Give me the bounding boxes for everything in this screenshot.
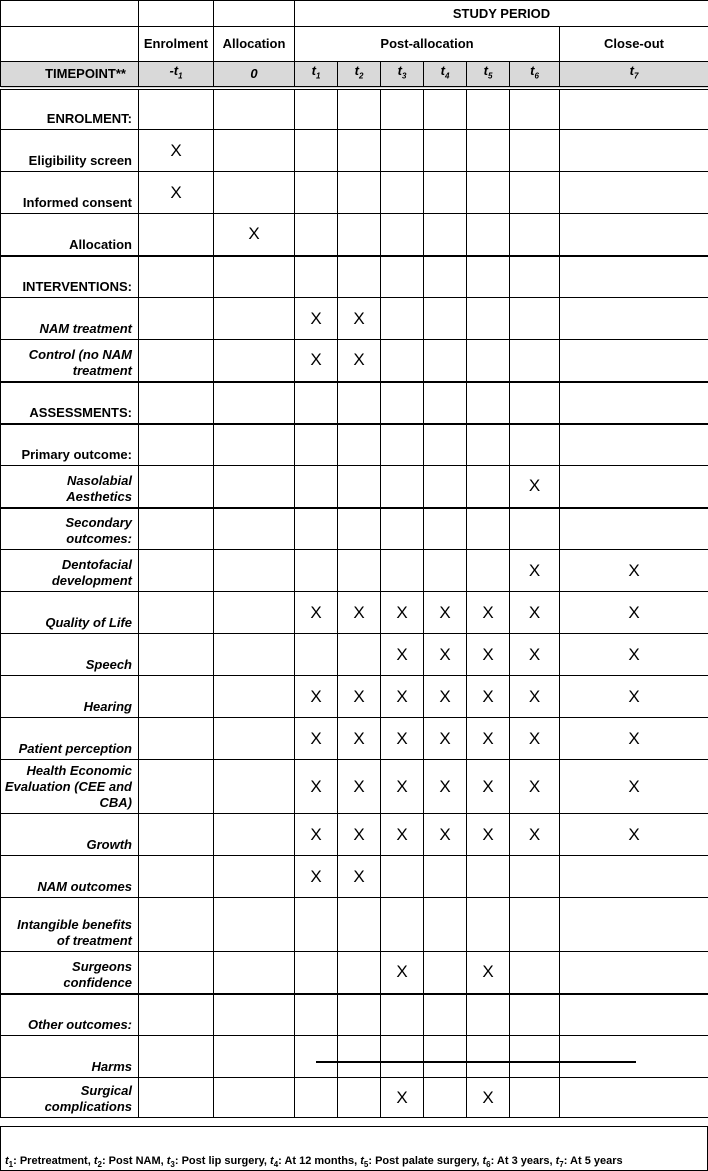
timepoint-cell: $t_1$ xyxy=(295,62,338,88)
row-label: INTERVENTIONS: xyxy=(1,256,139,298)
schedule-cell xyxy=(381,1036,424,1078)
schedule-cell xyxy=(467,340,510,382)
schedule-mark: X xyxy=(295,592,338,634)
schedule-cell xyxy=(214,814,295,856)
schedule-mark: X xyxy=(467,634,510,676)
schedule-mark: X xyxy=(381,592,424,634)
table-row xyxy=(1,466,708,508)
schedule-cell xyxy=(338,130,381,172)
row-label: Health Economic Evaluation (CEE and CBA) xyxy=(1,760,139,814)
schedule-mark: X xyxy=(510,814,560,856)
schedule-cell xyxy=(338,1036,381,1078)
schedule-cell xyxy=(338,88,381,130)
schedule-mark: X xyxy=(295,856,338,898)
schedule-cell xyxy=(424,952,467,994)
schedule-cell xyxy=(139,382,214,424)
schedule-cell xyxy=(338,994,381,1036)
schedule-mark: X xyxy=(338,298,381,340)
schedule-mark: X xyxy=(467,814,510,856)
table-row xyxy=(1,172,708,214)
schedule-cell xyxy=(295,1036,338,1078)
schedule-mark: X xyxy=(467,718,510,760)
schedule-cell xyxy=(560,898,708,952)
table-row xyxy=(1,814,708,856)
schedule-cell xyxy=(214,994,295,1036)
schedule-mark: X xyxy=(381,952,424,994)
harms-line xyxy=(316,1061,636,1063)
schedule-mark: X xyxy=(560,676,708,718)
schedule-mark: X xyxy=(338,760,381,814)
schedule-cell xyxy=(214,382,295,424)
schedule-cell xyxy=(214,1036,295,1078)
timepoint-legend-text: $t_1$: Pretreatment, $t_2$: Post NAM, $t_3$: Post lip surgery, $t_4$: At 12 months, $t_5$: Post palate surgery, $t_6$: At 3 years, $t_7$: At 5 years xyxy=(5,1155,623,1169)
schedule-cell xyxy=(560,466,708,508)
header-blank xyxy=(214,1,295,27)
schedule-cell xyxy=(381,88,424,130)
row-label: Surgeons confidence xyxy=(1,952,139,994)
table-row xyxy=(1,382,708,424)
schedule-cell xyxy=(510,340,560,382)
schedule-cell xyxy=(139,214,214,256)
schedule-cell xyxy=(139,634,214,676)
row-label: Speech xyxy=(1,634,139,676)
row-label: Dentofacial development xyxy=(1,550,139,592)
schedule-cell xyxy=(424,424,467,466)
schedule-cell xyxy=(560,214,708,256)
schedule-cell xyxy=(139,508,214,550)
schedule-cell xyxy=(214,634,295,676)
schedule-cell xyxy=(214,856,295,898)
schedule-cell xyxy=(295,508,338,550)
schedule-cell xyxy=(139,88,214,130)
schedule-cell xyxy=(381,424,424,466)
schedule-mark: X xyxy=(560,550,708,592)
schedule-mark: X xyxy=(424,814,467,856)
schedule-cell xyxy=(214,172,295,214)
schedule-cell xyxy=(338,508,381,550)
table-row xyxy=(1,1036,708,1078)
schedule-mark: X xyxy=(139,130,214,172)
schedule-cell xyxy=(424,1078,467,1118)
schedule-cell xyxy=(467,382,510,424)
schedule-mark: X xyxy=(467,676,510,718)
timepoint-cell: $t_7$ xyxy=(560,62,708,88)
schedule-cell xyxy=(510,994,560,1036)
schedule-cell xyxy=(214,718,295,760)
schedule-mark: X xyxy=(560,592,708,634)
schedule-cell xyxy=(560,994,708,1036)
schedule-cell xyxy=(560,952,708,994)
schedule-cell xyxy=(214,256,295,298)
schedule-cell xyxy=(295,634,338,676)
table-row xyxy=(1,1078,708,1118)
row-label: Patient perception xyxy=(1,718,139,760)
schedule-cell xyxy=(424,298,467,340)
schedule-cell xyxy=(467,898,510,952)
schedule-cell xyxy=(295,424,338,466)
study-period-header: STUDY PERIOD xyxy=(295,1,708,27)
schedule-cell xyxy=(467,550,510,592)
schedule-cell xyxy=(295,382,338,424)
schedule-cell xyxy=(139,340,214,382)
schedule-cell xyxy=(139,814,214,856)
schedule-cell xyxy=(381,340,424,382)
schedule-cell xyxy=(510,256,560,298)
schedule-cell xyxy=(295,994,338,1036)
schedule-cell xyxy=(381,994,424,1036)
schedule-cell xyxy=(338,172,381,214)
schedule-cell xyxy=(467,130,510,172)
schedule-mark: X xyxy=(467,760,510,814)
schedule-cell xyxy=(424,382,467,424)
schedule-mark: X xyxy=(510,634,560,676)
schedule-cell xyxy=(295,550,338,592)
schedule-cell xyxy=(424,994,467,1036)
schedule-cell xyxy=(214,676,295,718)
row-label: Intangible benefits of treatment xyxy=(1,898,139,952)
schedule-cell xyxy=(381,856,424,898)
schedule-mark: X xyxy=(467,592,510,634)
row-label: Surgical complications xyxy=(1,1078,139,1118)
enrolment-header: Enrolment xyxy=(139,27,214,62)
schedule-cell xyxy=(467,424,510,466)
schedule-cell xyxy=(424,88,467,130)
schedule-mark: X xyxy=(295,814,338,856)
schedule-cell xyxy=(510,88,560,130)
timepoint-cell: $-t_1$ xyxy=(139,62,214,88)
schedule-cell xyxy=(424,1036,467,1078)
schedule-cell xyxy=(338,214,381,256)
schedule-cell xyxy=(510,856,560,898)
schedule-mark: X xyxy=(510,718,560,760)
schedule-cell xyxy=(139,898,214,952)
schedule-cell xyxy=(510,1078,560,1118)
table-row xyxy=(1,760,708,814)
row-label: Hearing xyxy=(1,676,139,718)
schedule-cell xyxy=(510,508,560,550)
table-row xyxy=(1,994,708,1036)
schedule-cell xyxy=(560,1078,708,1118)
schedule-mark: X xyxy=(338,676,381,718)
schedule-cell xyxy=(510,898,560,952)
schedule-cell xyxy=(467,88,510,130)
schedule-cell xyxy=(139,1036,214,1078)
schedule-cell xyxy=(560,1036,708,1078)
schedule-cell xyxy=(338,1078,381,1118)
schedule-cell xyxy=(467,856,510,898)
row-label: Primary outcome: xyxy=(1,424,139,466)
schedule-mark: X xyxy=(381,760,424,814)
table-row xyxy=(1,856,708,898)
schedule-mark: X xyxy=(338,718,381,760)
schedule-cell xyxy=(214,88,295,130)
schedule-cell xyxy=(338,952,381,994)
schedule-cell xyxy=(560,382,708,424)
row-label: ENROLMENT: xyxy=(1,88,139,130)
schedule-cell xyxy=(139,256,214,298)
schedule-cell xyxy=(560,340,708,382)
row-label: Growth xyxy=(1,814,139,856)
schedule-cell xyxy=(560,256,708,298)
schedule-cell xyxy=(381,508,424,550)
schedule-cell xyxy=(424,340,467,382)
schedule-cell xyxy=(467,214,510,256)
schedule-cell xyxy=(381,466,424,508)
schedule-cell xyxy=(139,592,214,634)
row-label: NAM treatment xyxy=(1,298,139,340)
schedule-mark: X xyxy=(295,718,338,760)
allocation-header: Allocation xyxy=(214,27,295,62)
schedule-mark: X xyxy=(510,550,560,592)
table-row xyxy=(1,508,708,550)
schedule-cell xyxy=(214,466,295,508)
schedule-cell xyxy=(139,1078,214,1118)
schedule-mark: X xyxy=(424,592,467,634)
schedule-cell xyxy=(338,634,381,676)
row-label: ASSESSMENTS: xyxy=(1,382,139,424)
timepoint-cell: $t_3$ xyxy=(381,62,424,88)
schedule-cell xyxy=(467,466,510,508)
schedule-cell xyxy=(381,550,424,592)
schedule-cell xyxy=(139,550,214,592)
schedule-cell xyxy=(424,508,467,550)
row-label: Eligibility screen xyxy=(1,130,139,172)
table-row xyxy=(1,256,708,298)
schedule-cell xyxy=(381,172,424,214)
schedule-cell xyxy=(295,130,338,172)
timepoint-cell: $t_6$ xyxy=(510,62,560,88)
schedule-mark: X xyxy=(560,634,708,676)
row-label: Control (no NAM treatment xyxy=(1,340,139,382)
schedule-cell xyxy=(467,256,510,298)
schedule-mark: X xyxy=(295,760,338,814)
schedule-cell xyxy=(139,466,214,508)
schedule-mark: X xyxy=(381,814,424,856)
schedule-cell xyxy=(338,382,381,424)
table-row xyxy=(1,130,708,172)
schedule-cell xyxy=(295,88,338,130)
schedule-cell xyxy=(510,130,560,172)
schedule-cell xyxy=(560,130,708,172)
timepoint-label: TIMEPOINT** xyxy=(1,62,139,88)
schedule-mark: X xyxy=(467,1078,510,1118)
schedule-mark: X xyxy=(381,1078,424,1118)
schedule-cell xyxy=(510,424,560,466)
schedule-cell xyxy=(214,340,295,382)
schedule-cell xyxy=(295,256,338,298)
schedule-mark: X xyxy=(139,172,214,214)
schedule-mark: X xyxy=(295,340,338,382)
table-row xyxy=(1,550,708,592)
table-row xyxy=(1,952,708,994)
schedule-mark: X xyxy=(467,952,510,994)
schedule-mark: X xyxy=(510,760,560,814)
schedule-cell xyxy=(139,424,214,466)
schedule-mark: X xyxy=(338,592,381,634)
schedule-mark: X xyxy=(424,634,467,676)
schedule-cell xyxy=(424,898,467,952)
schedule-cell xyxy=(338,466,381,508)
schedule-cell xyxy=(214,130,295,172)
schedule-cell xyxy=(214,508,295,550)
schedule-cell xyxy=(139,856,214,898)
schedule-cell xyxy=(139,676,214,718)
close-out-header: Close-out xyxy=(560,27,708,62)
table-row xyxy=(1,898,708,952)
schedule-cell xyxy=(295,952,338,994)
row-label: NAM outcomes xyxy=(1,856,139,898)
schedule-cell xyxy=(424,130,467,172)
schedule-cell xyxy=(510,298,560,340)
schedule-mark: X xyxy=(338,814,381,856)
row-label: Secondary outcomes: xyxy=(1,508,139,550)
schedule-mark: X xyxy=(510,592,560,634)
table-row xyxy=(1,718,708,760)
row-label: Nasolabial Aesthetics xyxy=(1,466,139,508)
schedule-cell xyxy=(510,172,560,214)
schedule-cell xyxy=(381,214,424,256)
schedule-cell xyxy=(139,994,214,1036)
schedule-cell xyxy=(467,172,510,214)
schedule-cell xyxy=(381,298,424,340)
schedule-cell xyxy=(295,214,338,256)
schedule-mark: X xyxy=(424,718,467,760)
row-label: Quality of Life xyxy=(1,592,139,634)
post-allocation-header: Post-allocation xyxy=(295,27,560,62)
timepoint-cell: $t_5$ xyxy=(467,62,510,88)
schedule-cell xyxy=(295,1078,338,1118)
schedule-mark: X xyxy=(510,676,560,718)
schedule-cell xyxy=(338,424,381,466)
schedule-cell xyxy=(560,856,708,898)
schedule-cell xyxy=(424,550,467,592)
row-label: Informed consent xyxy=(1,172,139,214)
table-row xyxy=(1,340,708,382)
schedule-cell xyxy=(560,172,708,214)
schedule-cell xyxy=(467,298,510,340)
schedule-mark: X xyxy=(560,718,708,760)
header-blank xyxy=(1,27,139,62)
schedule-cell xyxy=(214,298,295,340)
schedule-mark: X xyxy=(295,676,338,718)
schedule-cell xyxy=(214,550,295,592)
schedule-cell xyxy=(424,856,467,898)
schedule-cell xyxy=(424,172,467,214)
table-row xyxy=(1,214,708,256)
schedule-cell xyxy=(381,256,424,298)
schedule-cell xyxy=(381,898,424,952)
schedule-cell xyxy=(560,88,708,130)
schedule-cell xyxy=(214,424,295,466)
schedule-cell xyxy=(295,898,338,952)
timepoint-cell: 0 xyxy=(214,62,295,88)
timepoint-cell: $t_4$ xyxy=(424,62,467,88)
schedule-cell xyxy=(424,256,467,298)
schedule-cell xyxy=(139,952,214,994)
schedule-cell xyxy=(214,760,295,814)
table-row xyxy=(1,676,708,718)
schedule-cell xyxy=(467,1036,510,1078)
schedule-mark: X xyxy=(560,814,708,856)
schedule-cell xyxy=(214,898,295,952)
row-label: Other outcomes: xyxy=(1,994,139,1036)
schedule-cell xyxy=(467,994,510,1036)
schedule-cell xyxy=(214,1078,295,1118)
header-blank xyxy=(1,1,139,27)
schedule-cell xyxy=(338,898,381,952)
schedule-mark: X xyxy=(214,214,295,256)
schedule-cell xyxy=(139,760,214,814)
schedule-cell xyxy=(381,130,424,172)
schedule-cell xyxy=(295,466,338,508)
schedule-mark: X xyxy=(381,634,424,676)
schedule-mark: X xyxy=(295,298,338,340)
schedule-cell xyxy=(214,592,295,634)
schedule-cell xyxy=(338,550,381,592)
schedule-cell xyxy=(381,382,424,424)
schedule-cell xyxy=(510,1036,560,1078)
schedule-cell xyxy=(560,298,708,340)
schedule-cell xyxy=(139,718,214,760)
schedule-mark: X xyxy=(560,760,708,814)
schedule-mark: X xyxy=(381,676,424,718)
schedule-mark: X xyxy=(338,856,381,898)
schedule-cell xyxy=(424,466,467,508)
row-label: Allocation xyxy=(1,214,139,256)
table-row xyxy=(1,634,708,676)
timepoint-legend xyxy=(0,1126,708,1171)
table-row xyxy=(1,424,708,466)
schedule-mark: X xyxy=(510,466,560,508)
schedule-mark: X xyxy=(381,718,424,760)
schedule-cell xyxy=(510,382,560,424)
schedule-cell xyxy=(214,952,295,994)
table-row xyxy=(1,88,708,130)
schedule-cell xyxy=(424,214,467,256)
schedule-mark: X xyxy=(424,760,467,814)
row-label: Harms xyxy=(1,1036,139,1078)
timepoint-cell: $t_2$ xyxy=(338,62,381,88)
schedule-cell xyxy=(467,508,510,550)
schedule-mark: X xyxy=(338,340,381,382)
table-row xyxy=(1,592,708,634)
schedule-cell xyxy=(560,508,708,550)
table-row xyxy=(1,298,708,340)
schedule-mark: X xyxy=(424,676,467,718)
schedule-cell xyxy=(338,256,381,298)
schedule-cell xyxy=(295,172,338,214)
schedule-cell xyxy=(139,298,214,340)
header-blank xyxy=(139,1,214,27)
schedule-cell xyxy=(510,952,560,994)
schedule-cell xyxy=(560,424,708,466)
schedule-cell xyxy=(510,214,560,256)
